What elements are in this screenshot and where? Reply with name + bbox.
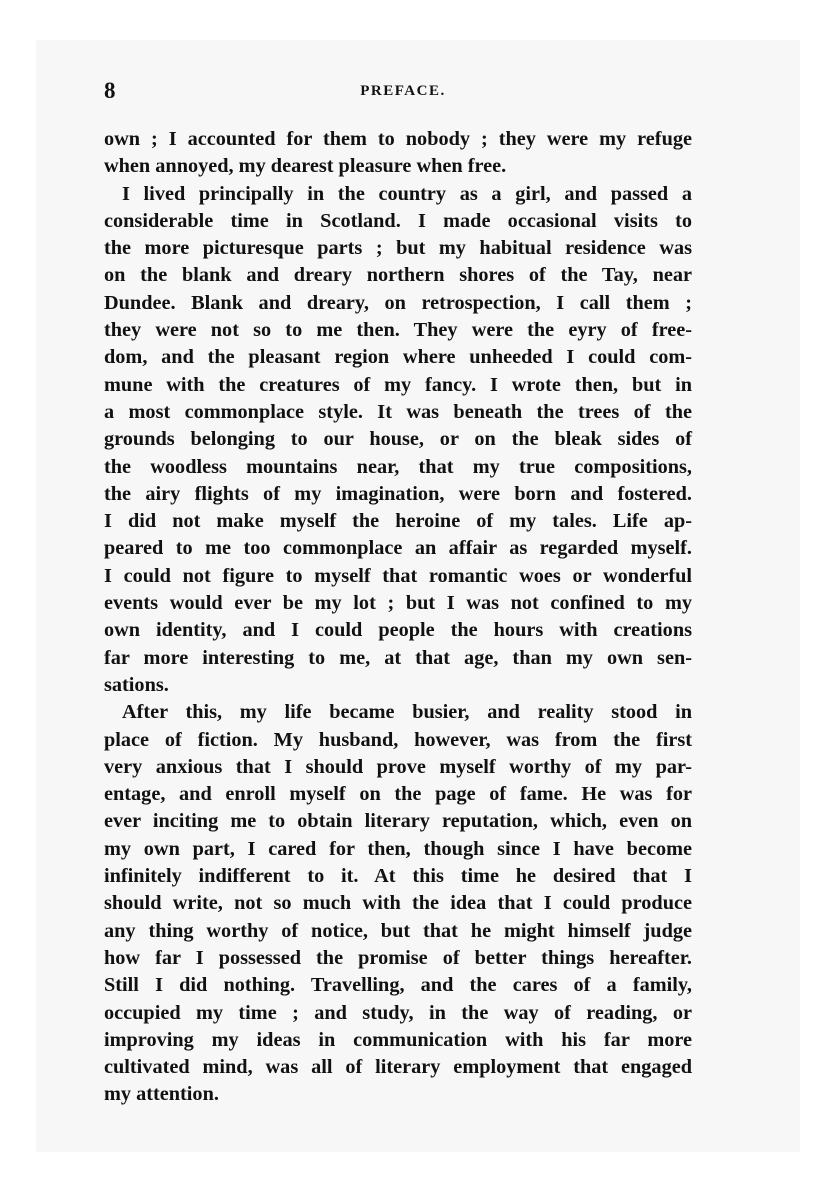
text-line: very anxious that I should prove myself worthy of my par-	[104, 755, 692, 778]
paragraph	[104, 181, 692, 700]
text-line: peared to me too commonplace an affair as regarded myself.	[104, 537, 692, 560]
text-line: the airy flights of my imagination, were born and fostered.	[104, 482, 692, 505]
text-line: any thing worthy of notice, but that he might himself judge	[104, 919, 692, 942]
text-line: a most commonplace style. It was beneath the trees of the	[104, 400, 692, 423]
text-line: cultivated mind, was all of literary employment that engaged	[104, 1056, 692, 1079]
text-line: sations.	[104, 673, 169, 696]
text-line: place of fiction. My husband, however, was from the first	[104, 728, 692, 751]
text-line: grounds belonging to our house, or on the bleak sides of	[104, 428, 692, 451]
text-line: far more interesting to me, at that age, than my own sen-	[104, 646, 692, 669]
text-line: entage, and enroll myself on the page of fame. He was for	[104, 783, 692, 806]
text-line: dom, and the pleasant region where unheeded I could com-	[104, 346, 692, 369]
text-line: they were not so to me then. They were the eyry of free-	[104, 319, 692, 342]
text-line: own ; I accounted for them to nobody ; they were my refuge	[104, 128, 692, 150]
paragraph	[104, 699, 692, 1108]
text-line: on the blank and dreary northern shores of the Tay, near	[104, 264, 692, 287]
text-line: Dundee. Blank and dreary, on retrospection, I call them ;	[104, 291, 692, 314]
text-line: I could not figure to myself that romantic woes or wonderful	[104, 564, 692, 587]
text-line: Still I did nothing. Travelling, and the cares of a family,	[104, 974, 692, 997]
paragraph	[104, 126, 692, 181]
text-line: improving my ideas in communication with his far more	[104, 1028, 692, 1051]
text-line: infinitely indifferent to it. At this time he desired that I	[104, 865, 692, 888]
text-line: I lived principally in the country as a girl, and passed a	[122, 182, 692, 205]
text-line: After this, my life became busier, and reality stood in	[122, 701, 692, 724]
page-number: 8	[104, 78, 116, 103]
text-line: the woodless mountains near, that my true compositions,	[104, 455, 692, 478]
text-line: own identity, and I could people the hours with creations	[104, 619, 692, 642]
text-line: considerable time in Scotland. I made occasional visits to	[104, 209, 692, 232]
text-line: the more picturesque parts ; but my habitual residence was	[104, 237, 692, 260]
body-text	[104, 126, 692, 1109]
text-line: mune with the creatures of my fancy. I wrote then, but in	[104, 373, 692, 396]
text-line: occupied my time ; and study, in the way of reading, or	[104, 1001, 692, 1024]
page-header	[104, 78, 692, 106]
text-line: my own part, I cared for then, though since I have become	[104, 837, 692, 860]
running-title: PREFACE.	[360, 83, 446, 99]
text-line: should write, not so much with the idea that I could produce	[104, 892, 692, 915]
text-line: I did not make myself the heroine of my tales. Life ap-	[104, 510, 692, 533]
text-line: events would ever be my lot ; but I was not confined to my	[104, 592, 692, 615]
text-line: my attention.	[104, 1083, 219, 1106]
text-line: how far I possessed the promise of better things hereafter.	[104, 946, 692, 969]
text-line: when annoyed, my dearest pleasure when free.	[104, 155, 507, 178]
text-line: ever inciting me to obtain literary reputation, which, even on	[104, 810, 692, 833]
